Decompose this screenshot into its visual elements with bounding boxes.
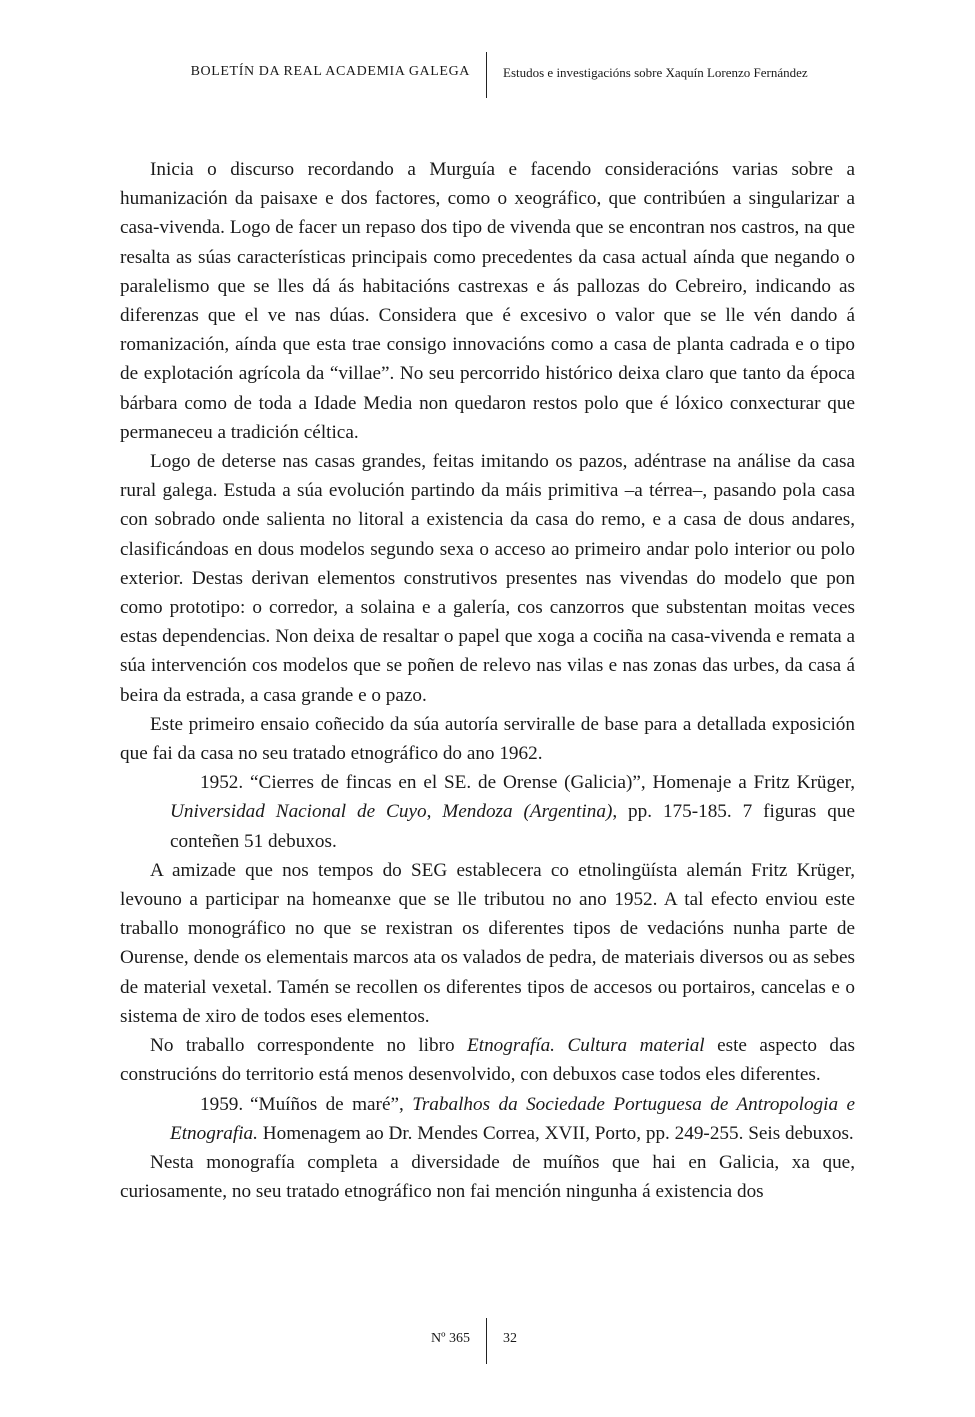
header-divider xyxy=(486,52,487,98)
entry-place: Mendoza (Argentina) xyxy=(442,801,613,823)
entry-details: , pp. 175-185. 7 figuras que conteñen 51 debuxos. xyxy=(170,801,856,852)
page-footer xyxy=(0,1318,975,1366)
body-text xyxy=(120,155,855,1206)
running-head xyxy=(0,52,975,100)
page-number: 32 xyxy=(503,1331,517,1346)
entry-title: “Muíños de maré”, xyxy=(250,1093,413,1115)
bibliography-entry: 1952. “Cierres de fincas en el SE. de Orense (Galicia)”, Homenaje a Fritz Krüger, Universidad Nacional de Cuyo, Mendoza (Argentina), pp. 175-185. 7 figuras que conteñen 51 debuxos. xyxy=(120,768,855,856)
journal-title: BOLETÍN DA REAL ACADEMIA GALEGA xyxy=(190,64,470,79)
bibliography-entry xyxy=(120,1090,855,1148)
entry-year: 1952. xyxy=(200,772,244,794)
paragraph: Logo de deterse nas casas grandes, feitas imitando os pazos, adéntrase na análise da casa rural galega. Estuda a súa evolución partindo da máis primitiva –a térrea–, pasando pola casa con sobrado onde salienta no litoral a existencia da casa do remo, e a casa de dous andares, clasificándoas en dous modelos segundo sexa o acceso ao primeiro andar polo interior ou polo exterior. Destas derivan elementos construtivos presentes nas vivendas do modelo que pon como prototipo: o corredor, a solaina e a galería, cos canzorros que substentan moitas veces estas dependencias. Non deixa de resaltar o papel que xoga a cociña na casa-vivenda e remata a súa intervención cos modelos que se poñen de relevo nas vilas e nas zonas das urbes, da casa á beira da estrada, a casa grande e o pazo. xyxy=(120,451,855,706)
paragraph: A amizade que nos tempos do SEG establecera co etnolingüísta alemán Fritz Krüger, levouno a participar na homeanxe que se lle tributou no ano 1952. A tal efecto enviou este traballo monográfico no que se rexistran os diferentes tipos de vedacións nunha parte de Ourense, dende os elementais marcos ata os valados de pedra, de materiais diversos ou as sebes de material vexetal. Tamén se recollen os diferentes tipos de accesos ou portairos, cancelas e o sistema de xiro de todos eses elementos. xyxy=(120,859,855,1027)
paragraph: No traballo correspondente no libro Etnografía. Cultura material este aspecto das construcións do territorio está menos desenvolvido, con debuxos case todos eles diferentes. xyxy=(120,1035,855,1086)
book-title: Etnografía. Cultura material xyxy=(467,1035,705,1057)
footer-divider xyxy=(486,1318,487,1364)
section-title: Estudos e investigacións sobre Xaquín Lorenzo Fernández xyxy=(503,65,808,80)
paragraph: Este primeiro ensaio coñecido da súa autoría serviralle de base para a detallada exposición que fai da casa no seu tratado etnográfico do ano 1962. xyxy=(120,713,855,765)
entry-year: 1959. xyxy=(200,1093,244,1115)
entry-details: Homenagem ao Dr. Mendes Correa, XVII, Porto, pp. 249-255. Seis debuxos. xyxy=(257,1122,854,1144)
entry-title: “Cierres de fincas en el SE. de Orense (Galicia)”, Homenaje a Fritz Krüger, xyxy=(250,772,855,794)
paragraph: Nesta monografía completa a diversidade de muíños que hai en Galicia, xa que, curiosamente, no seu tratado etnográfico non fai mención ningunha á existencia dos xyxy=(120,1151,855,1203)
paragraph: Inicia o discurso recordando a Murguía e facendo consideracións varias sobre a humanización da paisaxe e dos factores, como o xeográfico, que contribúen a singularizar a casa-vivenda. Logo de facer un repaso dos tipo de vivenda que se encontran nos castros, na que resalta as súas características principais como precedentes da casa actual aínda que negando o paralelismo que se lles dá ás habitacións castrexas e ás pallozas do Cebreiro, indicando as diferenzas que el ve nas dúas. Considera que é excesivo o valor que se lle vén dando á romanización, aínda que esta trae consigo innovacións como a casa de planta cadrada e o tipo de explotación agrícola da “villae”. No seu percorrido histórico deixa claro que tanto da época bárbara como de toda a Idade Media non quedaron restos polo que é lóxico conxecturar que permaneceu a tradición céltica. xyxy=(120,159,855,443)
entry-publication: Universidad Nacional de Cuyo xyxy=(170,801,427,823)
entry-publication: Trabalhos da Sociedade Portuguesa de Antropologia e Etnografia. xyxy=(170,1093,855,1144)
issue-number: Nº 365 xyxy=(431,1331,470,1346)
